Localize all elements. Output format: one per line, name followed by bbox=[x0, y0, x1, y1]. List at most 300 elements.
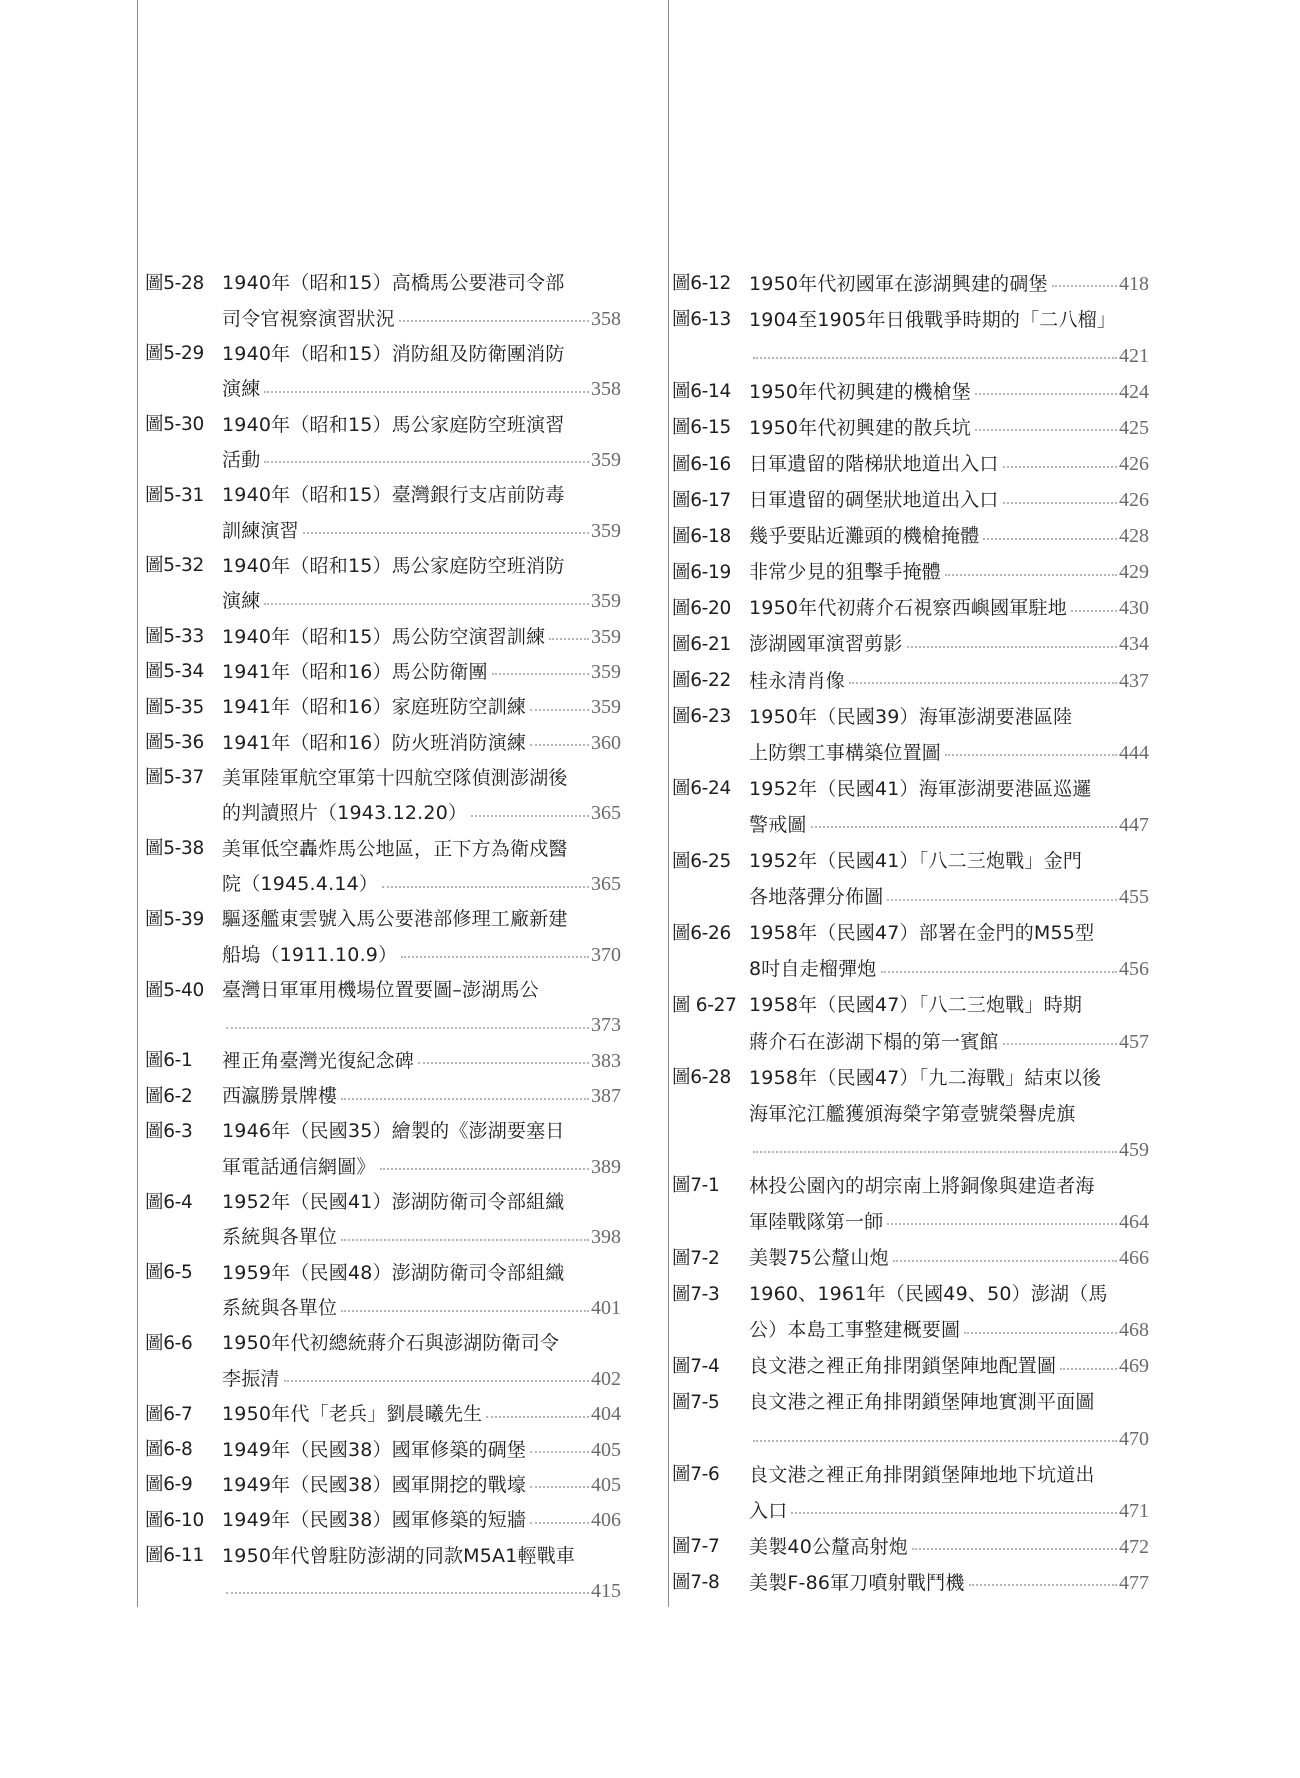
figure-label: 圖5-33 bbox=[145, 626, 204, 648]
page-number: 424 bbox=[1119, 380, 1149, 403]
figure-entry[interactable] bbox=[145, 1430, 621, 1465]
figure-entry[interactable] bbox=[672, 553, 1149, 589]
figure-entry[interactable] bbox=[145, 653, 621, 688]
figure-caption: 1949年（民國38）國軍開挖的戰壕 bbox=[222, 1473, 527, 1496]
page-number: 370 bbox=[591, 943, 621, 966]
figure-entry-line bbox=[672, 1347, 1149, 1383]
figure-label: 圖6-3 bbox=[145, 1120, 193, 1142]
figure-entry-line bbox=[145, 1536, 621, 1571]
figure-caption: 1950年代「老兵」劉晨曦先生 bbox=[222, 1403, 483, 1426]
figure-label: 圖6-17 bbox=[672, 489, 731, 511]
dot-leader bbox=[530, 1522, 589, 1524]
page-number: 425 bbox=[1119, 416, 1149, 439]
dot-leader bbox=[382, 886, 589, 888]
dot-leader bbox=[471, 815, 589, 817]
figure-entry-line bbox=[672, 1022, 1149, 1058]
figure-entry[interactable] bbox=[145, 759, 621, 830]
figure-entry[interactable] bbox=[672, 697, 1149, 769]
figure-entry-line bbox=[145, 582, 621, 617]
figure-entry-line bbox=[145, 1006, 621, 1041]
figure-entry[interactable] bbox=[672, 481, 1149, 517]
figure-caption: 院（1945.4.14） bbox=[222, 873, 379, 896]
page-number: 428 bbox=[1119, 525, 1149, 548]
figure-caption: 8吋自走榴彈炮 bbox=[749, 958, 877, 981]
figure-entry[interactable] bbox=[672, 842, 1149, 914]
figure-label: 圖6-23 bbox=[672, 706, 731, 728]
figure-entry[interactable] bbox=[145, 900, 621, 971]
figure-caption: 1904至1905年日俄戰爭時期的「二八榴」 bbox=[749, 308, 1117, 331]
figure-entry-line bbox=[672, 1563, 1149, 1599]
dot-leader bbox=[486, 1416, 589, 1418]
dot-leader bbox=[753, 1440, 1117, 1442]
dot-leader bbox=[849, 682, 1117, 684]
figure-label: 圖6-9 bbox=[145, 1474, 193, 1496]
figure-caption: 1949年（民國38）國軍修築的碉堡 bbox=[222, 1438, 527, 1461]
figure-entry[interactable] bbox=[145, 971, 621, 1042]
page-number: 434 bbox=[1119, 633, 1149, 656]
figure-entry-line bbox=[145, 476, 621, 511]
page-number: 418 bbox=[1119, 272, 1149, 295]
figure-entry[interactable] bbox=[672, 408, 1149, 444]
page-number: 421 bbox=[1119, 344, 1149, 367]
figure-label: 圖5-39 bbox=[145, 908, 204, 930]
page-number: 401 bbox=[591, 1297, 621, 1320]
figure-entry-line bbox=[145, 1148, 621, 1183]
figure-caption: 1958年（民國47）「八二三炮戰」時期 bbox=[749, 994, 1083, 1017]
dot-leader bbox=[1003, 466, 1117, 468]
figure-caption: 美製75公釐山炮 bbox=[749, 1247, 889, 1270]
figure-caption: 1949年（民國38）國軍修築的短牆 bbox=[222, 1509, 527, 1532]
figure-entry[interactable] bbox=[672, 1239, 1149, 1275]
figure-entry-line bbox=[672, 1166, 1149, 1202]
list-of-figures-right-column bbox=[672, 264, 1149, 1599]
page-number: 459 bbox=[1119, 1138, 1149, 1161]
figure-entry[interactable] bbox=[672, 986, 1149, 1058]
figure-label: 圖6-18 bbox=[672, 525, 731, 547]
figure-entry-line bbox=[145, 1218, 621, 1253]
dot-leader bbox=[303, 532, 589, 534]
figure-entry-line bbox=[145, 405, 621, 440]
figure-label: 圖7-5 bbox=[672, 1391, 720, 1413]
figure-label: 圖6-12 bbox=[672, 273, 731, 295]
figure-entry-line bbox=[145, 1324, 621, 1359]
figure-caption: 美製F-86軍刀噴射戰鬥機 bbox=[749, 1571, 965, 1594]
figure-entry-line bbox=[672, 336, 1149, 372]
figure-caption: 1941年（昭和16）防火班消防演練 bbox=[222, 731, 527, 754]
figure-label: 圖6-2 bbox=[145, 1085, 193, 1107]
page-number: 426 bbox=[1119, 453, 1149, 476]
figure-caption: 活動 bbox=[222, 448, 261, 471]
figure-caption: 系統與各單位 bbox=[222, 1297, 338, 1320]
figure-entry[interactable] bbox=[672, 264, 1149, 300]
figure-entry[interactable] bbox=[145, 617, 621, 652]
figure-label: 圖5-38 bbox=[145, 838, 204, 860]
figure-entry[interactable] bbox=[672, 1383, 1149, 1455]
figure-entry-line bbox=[672, 1491, 1149, 1527]
figure-caption: 良文港之裡正角排閉鎖堡陣地地下坑道出 bbox=[749, 1463, 1095, 1486]
figure-caption: 美製40公釐高射炮 bbox=[749, 1535, 908, 1558]
figure-entry-line bbox=[145, 794, 621, 829]
page-number: 365 bbox=[591, 802, 621, 825]
dot-leader bbox=[1003, 502, 1117, 504]
figure-entry-line bbox=[672, 878, 1149, 914]
figure-entry-line bbox=[145, 1254, 621, 1289]
figure-entry-line bbox=[145, 299, 621, 334]
page-number: 470 bbox=[1119, 1427, 1149, 1450]
figure-entry-line bbox=[145, 617, 621, 652]
figure-entry-line bbox=[145, 759, 621, 794]
page-number: 387 bbox=[591, 1085, 621, 1108]
figure-entry[interactable] bbox=[145, 1501, 621, 1536]
dot-leader bbox=[881, 971, 1118, 973]
figure-label: 圖5-35 bbox=[145, 696, 204, 718]
figure-caption: 公）本島工事整建概要圖 bbox=[749, 1319, 961, 1342]
page-number: 359 bbox=[591, 660, 621, 683]
figure-caption: 入口 bbox=[749, 1499, 788, 1522]
dot-leader bbox=[945, 574, 1117, 576]
figure-entry[interactable] bbox=[672, 1455, 1149, 1527]
page-number: 456 bbox=[1119, 958, 1149, 981]
figure-caption: 警戒圖 bbox=[749, 813, 807, 836]
dot-leader bbox=[530, 709, 589, 711]
page-number: 359 bbox=[591, 590, 621, 613]
dot-leader bbox=[264, 603, 589, 605]
dot-leader bbox=[811, 826, 1117, 828]
figure-caption: 驅逐艦東雲號入馬公要港部修理工廠新建 bbox=[222, 908, 568, 931]
dot-leader bbox=[530, 1486, 589, 1488]
figure-entry-line bbox=[672, 517, 1149, 553]
figure-entry-line bbox=[672, 408, 1149, 444]
figure-entry[interactable] bbox=[145, 1324, 621, 1395]
figure-caption: 1952年（民國41）澎湖防衛司令部組織 bbox=[222, 1191, 565, 1214]
page-number: 383 bbox=[591, 1049, 621, 1072]
figure-entry-line bbox=[672, 372, 1149, 408]
figure-label: 圖6-11 bbox=[145, 1545, 204, 1567]
figure-entry-line bbox=[672, 1130, 1149, 1166]
page-number: 477 bbox=[1119, 1571, 1149, 1594]
figure-caption: 西瀛勝景牌樓 bbox=[222, 1085, 338, 1108]
figure-label: 圖6-13 bbox=[672, 309, 731, 331]
dot-leader bbox=[549, 638, 589, 640]
figure-caption: 1950年代初國軍在澎湖興建的碉堡 bbox=[749, 272, 1048, 295]
figure-caption: 1940年（昭和15）臺灣銀行支店前防毒 bbox=[222, 484, 565, 507]
page-number: 398 bbox=[591, 1226, 621, 1249]
page-number: 437 bbox=[1119, 669, 1149, 692]
figure-entry-line bbox=[672, 1094, 1149, 1130]
figure-entry-line bbox=[672, 481, 1149, 517]
left-column-rule bbox=[137, 0, 138, 1607]
figure-caption: 演練 bbox=[222, 378, 261, 401]
figure-entry[interactable] bbox=[672, 517, 1149, 553]
figure-label: 圖5-37 bbox=[145, 767, 204, 789]
figure-entry-line bbox=[145, 1183, 621, 1218]
figure-entry[interactable] bbox=[145, 1077, 621, 1112]
figure-entry[interactable] bbox=[672, 625, 1149, 661]
figure-entry[interactable] bbox=[145, 1536, 621, 1607]
dot-leader bbox=[530, 1451, 589, 1453]
figure-caption: 1950年代初蔣介石視察西嶼國軍駐地 bbox=[749, 597, 1067, 620]
figure-label: 圖5-36 bbox=[145, 732, 204, 754]
figure-entry[interactable] bbox=[145, 723, 621, 758]
figure-caption: 上防禦工事構築位置圖 bbox=[749, 741, 942, 764]
page-number: 429 bbox=[1119, 561, 1149, 584]
figure-entry-line bbox=[672, 914, 1149, 950]
figure-entry-line bbox=[672, 733, 1149, 769]
figure-entry[interactable] bbox=[145, 688, 621, 723]
figure-entry-line bbox=[145, 1501, 621, 1536]
figure-caption: 良文港之裡正角排閉鎖堡陣地實測平面圖 bbox=[749, 1391, 1095, 1414]
figure-caption: 1950年代曾駐防澎湖的同款M5A1輕戰車 bbox=[222, 1544, 576, 1567]
figure-entry[interactable] bbox=[672, 661, 1149, 697]
page-number: 359 bbox=[591, 519, 621, 542]
figure-caption: 美軍陸軍航空軍第十四航空隊偵測澎湖後 bbox=[222, 766, 568, 789]
figure-entry[interactable] bbox=[145, 405, 621, 476]
figure-caption: 日軍遺留的碉堡狀地道出入口 bbox=[749, 489, 999, 512]
figure-entry-line bbox=[145, 900, 621, 935]
figure-caption: 海軍沱江艦獲頒海榮字第壹號榮譽虎旗 bbox=[749, 1102, 1076, 1125]
figure-caption: 1960、1961年（民國49、50）澎湖（馬 bbox=[749, 1283, 1108, 1306]
figure-entry-line bbox=[145, 723, 621, 758]
figure-label: 圖5-32 bbox=[145, 555, 204, 577]
figure-caption: 1958年（民國47）「九二海戰」結束以後 bbox=[749, 1066, 1102, 1089]
dot-leader bbox=[1003, 1043, 1117, 1045]
figure-entry-line bbox=[145, 1395, 621, 1430]
figure-label: 圖 6-27 bbox=[672, 994, 737, 1016]
dot-leader bbox=[964, 1332, 1117, 1334]
figure-caption: 訓練演習 bbox=[222, 519, 299, 542]
dot-leader bbox=[983, 538, 1117, 540]
figure-label: 圖5-29 bbox=[145, 343, 204, 365]
page-number: 447 bbox=[1119, 813, 1149, 836]
figure-caption: 良文港之裡正角排閉鎖堡陣地配置圖 bbox=[749, 1355, 1057, 1378]
figure-entry[interactable] bbox=[672, 1058, 1149, 1166]
figure-caption: 裡正角臺灣光復紀念碑 bbox=[222, 1049, 415, 1072]
page-number: 444 bbox=[1119, 741, 1149, 764]
figure-entry-line bbox=[672, 1058, 1149, 1094]
figure-entry-line bbox=[672, 842, 1149, 878]
page-number: 402 bbox=[591, 1367, 621, 1390]
figure-label: 圖6-21 bbox=[672, 633, 731, 655]
figure-entry[interactable] bbox=[145, 1112, 621, 1183]
figure-entry[interactable] bbox=[145, 1183, 621, 1254]
figure-entry-line bbox=[672, 553, 1149, 589]
figure-caption: 1941年（昭和16）馬公防衛團 bbox=[222, 660, 488, 683]
dot-leader bbox=[399, 320, 589, 322]
page-number: 358 bbox=[591, 307, 621, 330]
figure-label: 圖6-19 bbox=[672, 561, 731, 583]
figure-label: 圖5-31 bbox=[145, 484, 204, 506]
page-number: 430 bbox=[1119, 597, 1149, 620]
dot-leader bbox=[341, 1098, 589, 1100]
dot-leader bbox=[975, 429, 1117, 431]
figure-label: 圖5-30 bbox=[145, 414, 204, 436]
figure-caption: 1940年（昭和15）馬公家庭防空班演習 bbox=[222, 413, 565, 436]
figure-entry[interactable] bbox=[145, 476, 621, 547]
figure-entry[interactable] bbox=[672, 1347, 1149, 1383]
figure-label: 圖7-7 bbox=[672, 1536, 720, 1558]
dot-leader bbox=[284, 1380, 589, 1382]
dot-leader bbox=[341, 1310, 589, 1312]
figure-entry[interactable] bbox=[672, 444, 1149, 480]
page-number: 415 bbox=[591, 1579, 621, 1602]
figure-entry[interactable] bbox=[672, 300, 1149, 372]
dot-leader bbox=[1052, 285, 1117, 287]
dot-leader bbox=[791, 1512, 1117, 1514]
figure-entry-line bbox=[672, 769, 1149, 805]
figure-label: 圖6-15 bbox=[672, 417, 731, 439]
figure-label: 圖5-34 bbox=[145, 661, 204, 683]
figure-entry[interactable] bbox=[672, 914, 1149, 986]
figure-caption: 系統與各單位 bbox=[222, 1226, 338, 1249]
figure-entry-line bbox=[672, 950, 1149, 986]
figure-label: 圖6-24 bbox=[672, 778, 731, 800]
figure-caption: 1940年（昭和15）馬公防空演習訓練 bbox=[222, 625, 546, 648]
figure-caption: 1950年代初興建的散兵坑 bbox=[749, 416, 971, 439]
figure-entry[interactable] bbox=[672, 372, 1149, 408]
figure-caption: 非常少見的狙擊手掩體 bbox=[749, 561, 942, 584]
figure-entry-line bbox=[672, 1275, 1149, 1311]
figure-entry-line bbox=[672, 300, 1149, 336]
page-number: 405 bbox=[591, 1438, 621, 1461]
figure-entry-line bbox=[145, 830, 621, 865]
figure-caption: 司令官視察演習狀況 bbox=[222, 307, 395, 330]
figure-label: 圖7-1 bbox=[672, 1175, 720, 1197]
figure-label: 圖6-4 bbox=[145, 1191, 193, 1213]
figure-label: 圖6-7 bbox=[145, 1403, 193, 1425]
figure-entry-line bbox=[145, 1289, 621, 1324]
dot-leader bbox=[1071, 610, 1117, 612]
page-number: 466 bbox=[1119, 1247, 1149, 1270]
figure-entry-line bbox=[672, 1311, 1149, 1347]
page-number: 358 bbox=[591, 378, 621, 401]
figure-caption: 蔣介石在澎湖下榻的第一賓館 bbox=[749, 1030, 999, 1053]
figure-caption: 幾乎要貼近灘頭的機槍掩體 bbox=[749, 525, 980, 548]
figure-caption: 各地落彈分佈圖 bbox=[749, 886, 884, 909]
figure-entry-line bbox=[145, 1077, 621, 1112]
page-number: 471 bbox=[1119, 1499, 1149, 1522]
page-number: 404 bbox=[591, 1403, 621, 1426]
figure-entry[interactable] bbox=[672, 769, 1149, 841]
figure-entry[interactable] bbox=[145, 264, 621, 335]
figure-label: 圖6-22 bbox=[672, 670, 731, 692]
figure-entry[interactable] bbox=[145, 547, 621, 618]
figure-entry[interactable] bbox=[145, 335, 621, 406]
page-number: 457 bbox=[1119, 1030, 1149, 1053]
figure-entry[interactable] bbox=[145, 1042, 621, 1077]
figure-caption: 1959年（民國48）澎湖防衛司令部組織 bbox=[222, 1261, 565, 1284]
dot-leader bbox=[226, 1592, 589, 1594]
figure-entry[interactable] bbox=[672, 1563, 1149, 1599]
figure-caption: 1952年（民國41）海軍澎湖要港區巡邏 bbox=[749, 777, 1092, 800]
dot-leader bbox=[418, 1062, 589, 1064]
figure-caption: 軍陸戰隊第一師 bbox=[749, 1210, 884, 1233]
dot-leader bbox=[907, 646, 1117, 648]
figure-entry-line bbox=[672, 1455, 1149, 1491]
page-number: 360 bbox=[591, 731, 621, 754]
figure-caption: 臺灣日軍軍用機場位置要圖–澎湖馬公 bbox=[222, 979, 539, 1002]
page-number: 406 bbox=[591, 1509, 621, 1532]
figure-entry-line bbox=[672, 444, 1149, 480]
figure-entry[interactable] bbox=[145, 1254, 621, 1325]
figure-label: 圖6-1 bbox=[145, 1050, 193, 1072]
figure-entry-line bbox=[145, 688, 621, 723]
figure-caption: 澎湖國軍演習剪影 bbox=[749, 633, 903, 656]
figure-entry-line bbox=[672, 1202, 1149, 1238]
dot-leader bbox=[264, 391, 589, 393]
dot-leader bbox=[887, 1223, 1117, 1225]
figure-entry-line bbox=[145, 936, 621, 971]
dot-leader bbox=[912, 1548, 1117, 1550]
dot-leader bbox=[264, 461, 589, 463]
figure-label: 圖6-8 bbox=[145, 1439, 193, 1461]
page-number: 389 bbox=[591, 1155, 621, 1178]
dot-leader bbox=[945, 754, 1117, 756]
figure-entry-line bbox=[145, 547, 621, 582]
page-number: 455 bbox=[1119, 886, 1149, 909]
figure-entry[interactable] bbox=[145, 1395, 621, 1430]
dot-leader bbox=[887, 899, 1117, 901]
figure-label: 圖6-28 bbox=[672, 1067, 731, 1089]
figure-entry[interactable] bbox=[672, 1527, 1149, 1563]
page-number: 426 bbox=[1119, 489, 1149, 512]
figure-caption: 1940年（昭和15）高橋馬公要港司令部 bbox=[222, 272, 565, 295]
figure-entry-line bbox=[672, 1383, 1149, 1419]
figure-entry-line bbox=[672, 625, 1149, 661]
page-number: 472 bbox=[1119, 1535, 1149, 1558]
dot-leader bbox=[380, 1168, 589, 1170]
right-column-rule bbox=[668, 0, 669, 1607]
figure-entry-line bbox=[672, 264, 1149, 300]
figure-entry-line bbox=[672, 1527, 1149, 1563]
figure-entry-line bbox=[145, 653, 621, 688]
dot-leader bbox=[975, 393, 1117, 395]
figure-entry-line bbox=[672, 805, 1149, 841]
figure-caption: 李振清 bbox=[222, 1367, 280, 1390]
figure-caption: 美軍低空轟炸馬公地區，正下方為衛戍醫 bbox=[222, 837, 568, 860]
figure-entry-line bbox=[145, 1360, 621, 1395]
figure-entry[interactable] bbox=[672, 1275, 1149, 1347]
page-number: 365 bbox=[591, 873, 621, 896]
figure-label: 圖5-28 bbox=[145, 272, 204, 294]
figure-entry[interactable] bbox=[145, 1466, 621, 1501]
figure-entry[interactable] bbox=[672, 1166, 1149, 1238]
figure-label: 圖6-10 bbox=[145, 1509, 204, 1531]
page-number: 359 bbox=[591, 448, 621, 471]
dot-leader bbox=[492, 673, 589, 675]
dot-leader bbox=[341, 1239, 589, 1241]
figure-caption: 1950年代初興建的機槍堡 bbox=[749, 380, 971, 403]
figure-entry[interactable] bbox=[145, 830, 621, 901]
dot-leader bbox=[753, 357, 1117, 359]
figure-label: 圖7-8 bbox=[672, 1572, 720, 1594]
figure-label: 圖6-26 bbox=[672, 922, 731, 944]
figure-entry-line bbox=[145, 971, 621, 1006]
dot-leader bbox=[753, 1151, 1117, 1153]
page-number: 373 bbox=[591, 1014, 621, 1037]
figure-caption: 1941年（昭和16）家庭班防空訓練 bbox=[222, 696, 527, 719]
figure-caption: 演練 bbox=[222, 590, 261, 613]
figure-label: 圖7-6 bbox=[672, 1464, 720, 1486]
figure-entry-line bbox=[145, 1042, 621, 1077]
figure-caption: 林投公園內的胡宗南上將銅像與建造者海 bbox=[749, 1174, 1095, 1197]
figure-entry-line bbox=[145, 1466, 621, 1501]
figure-entry[interactable] bbox=[672, 589, 1149, 625]
figure-entry-line bbox=[672, 1239, 1149, 1275]
figure-caption: 日軍遺留的階梯狀地道出入口 bbox=[749, 453, 999, 476]
figure-label: 圖5-40 bbox=[145, 979, 204, 1001]
figure-entry-line bbox=[672, 1419, 1149, 1455]
page-number: 359 bbox=[591, 625, 621, 648]
